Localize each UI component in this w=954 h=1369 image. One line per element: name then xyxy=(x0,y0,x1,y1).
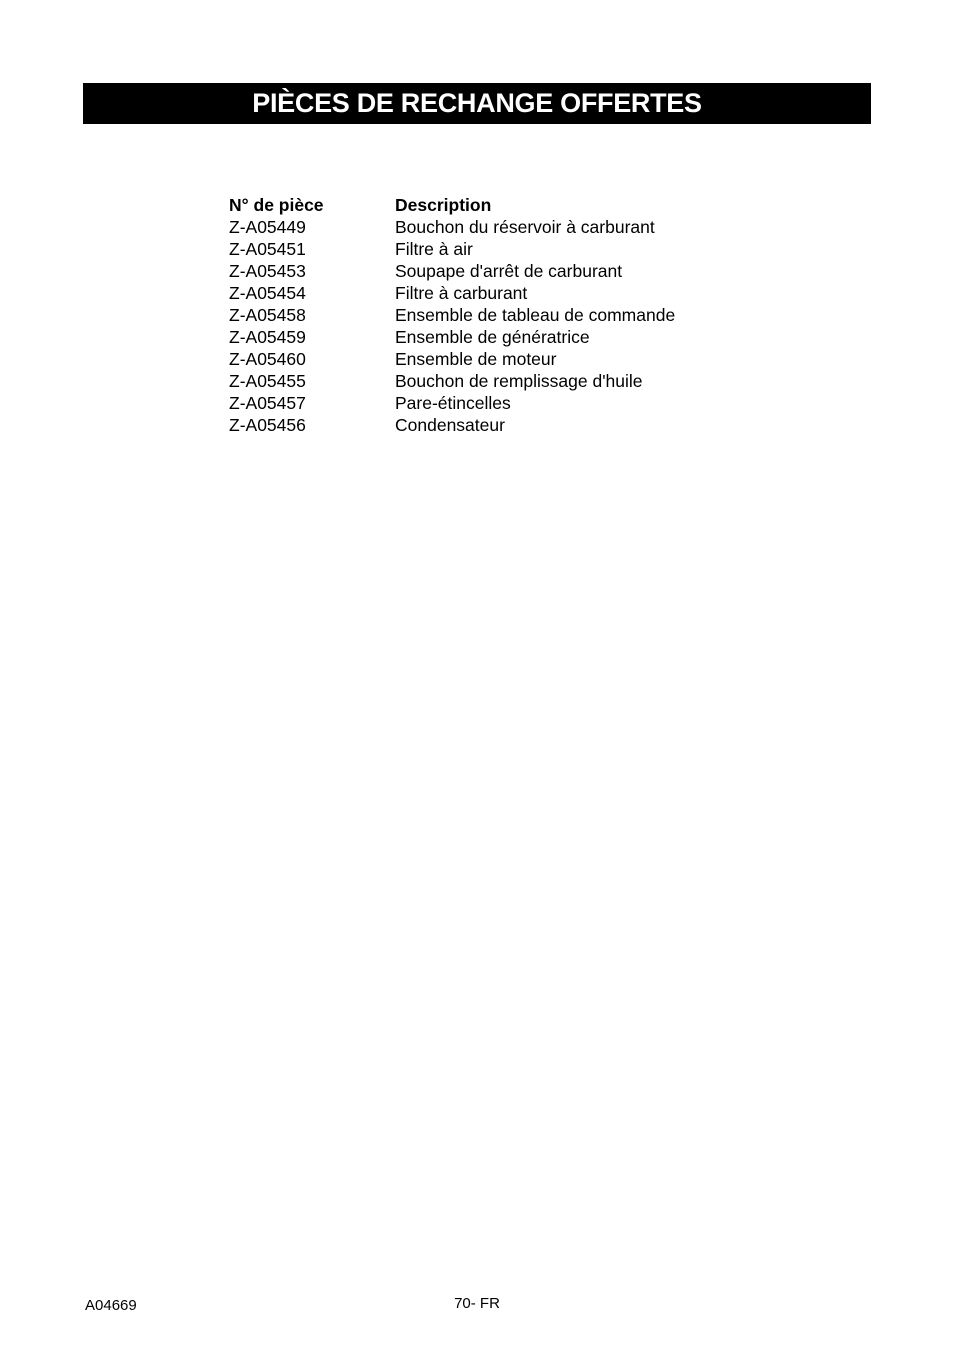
part-number: Z-A05460 xyxy=(229,349,306,369)
parts-table xyxy=(229,194,675,436)
part-description: Bouchon du réservoir à carburant xyxy=(395,217,655,237)
table-row xyxy=(229,260,675,282)
page-title-bar xyxy=(83,83,871,124)
table-header-row xyxy=(229,194,675,216)
table-row xyxy=(229,348,675,370)
table-row xyxy=(229,414,675,436)
table-row xyxy=(229,238,675,260)
table-row xyxy=(229,326,675,348)
part-number: Z-A05458 xyxy=(229,305,306,325)
part-description: Soupape d'arrêt de carburant xyxy=(395,261,623,281)
part-description: Ensemble de moteur xyxy=(395,349,557,369)
part-number: Z-A05453 xyxy=(229,261,306,281)
table-row xyxy=(229,392,675,414)
page-number: 70- FR xyxy=(454,1295,500,1312)
table-row xyxy=(229,304,675,326)
part-number: Z-A05451 xyxy=(229,239,306,259)
part-number: Z-A05454 xyxy=(229,283,306,303)
table-row xyxy=(229,216,675,238)
table-row xyxy=(229,282,675,304)
table-row xyxy=(229,370,675,392)
part-number: Z-A05456 xyxy=(229,415,306,435)
part-description: Ensemble de tableau de commande xyxy=(395,305,676,325)
part-description: Condensateur xyxy=(395,415,505,435)
part-description: Pare-étincelles xyxy=(395,393,511,413)
part-number: Z-A05459 xyxy=(229,327,306,347)
part-description: Ensemble de génératrice xyxy=(395,327,590,347)
part-description: Bouchon de remplissage d'huile xyxy=(395,371,643,391)
part-description: Filtre à carburant xyxy=(395,283,528,303)
part-number: Z-A05449 xyxy=(229,217,306,237)
part-description: Filtre à air xyxy=(395,239,473,259)
page-title: PIÈCES DE RECHANGE OFFERTES xyxy=(252,88,702,118)
column-header-part-no: N° de pièce xyxy=(229,195,324,215)
column-header-description: Description xyxy=(395,195,492,215)
part-number: Z-A05457 xyxy=(229,393,306,413)
part-number: Z-A05455 xyxy=(229,371,306,391)
document-code: A04669 xyxy=(85,1297,137,1314)
